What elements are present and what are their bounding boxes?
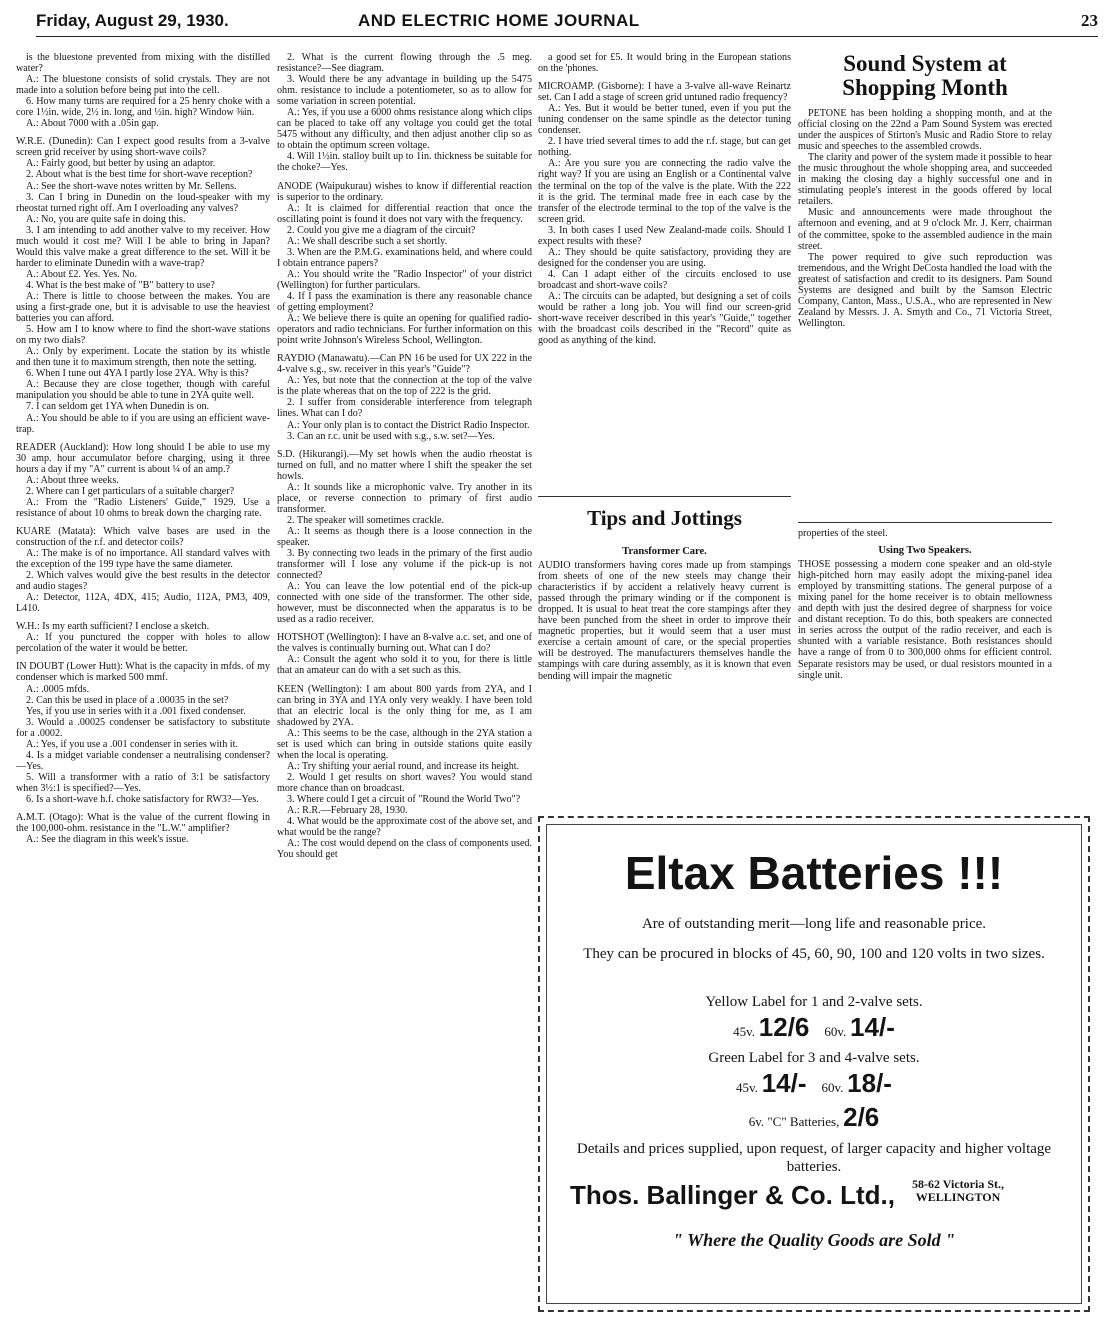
qa-paragraph: A.: It seems as though there is a loose connection in the speaker.: [277, 525, 532, 548]
qa-paragraph: A.: From the "Radio Listeners' Guide," 1929. Use a resistance of about 10 ohms to break down the charging rate.: [16, 496, 270, 519]
qa-paragraph: 3. I am intending to add another valve to my receiver. How much would it cost me? Will I be able to bring in Japan? Would this valve make a great difference to the set. Will it be harder to eliminate Dunedin with a wave-trap?: [16, 224, 270, 269]
qa-paragraph: A.: You should write the "Radio Inspector" of your district (Wellington) for further particulars.: [277, 268, 532, 291]
price-voltage: 45v.: [733, 1024, 756, 1039]
qa-paragraph: A.: The bluestone consists of solid crystals. They are not made into a solution before being put into the cell.: [16, 74, 270, 97]
qa-paragraph: 4. What is the best make of "B" battery to use?: [26, 279, 215, 291]
question-heading: W.H.: Is my earth sufficient? I enclose a sketch.: [16, 621, 210, 633]
header-date: Friday, August 29, 1930.: [36, 11, 229, 30]
green-prices: [570, 1068, 1058, 1099]
qa-paragraph: a good set for £5. It would bring in the European stations on the 'phones.: [538, 52, 791, 75]
qa-paragraph: 4. Can I adapt either of the circuits enclosed to use broadcast and short-wave coils?: [538, 268, 791, 291]
company-name: Thos. Ballinger & Co. Ltd.,: [570, 1180, 895, 1210]
ad-title: Eltax Batteries !!!: [624, 847, 1004, 899]
qa-paragraph: A.: Yes, if you use a .001 condenser in series with it.: [26, 738, 238, 750]
qa-paragraph: 2. What is the current flowing through the .5 meg. resistance?—See diagram.: [277, 52, 532, 75]
price-voltage: 60v.: [821, 1080, 844, 1095]
question-heading: READER (Auckland): How long should I be able to use my 30 amp. hour accumulator before charging, using it three hours a day if my "A" current is about ¼ of an amp.?: [16, 441, 270, 475]
tips-article-continued: [798, 528, 1052, 808]
qa-paragraph: A.: Yes. But it would be better tuned, even if you put the tuning condenser on the same spindle as the detector tuning condenser.: [538, 103, 791, 137]
question-heading: A.M.T. (Otago): What is the value of the current flowing in the 100,000-ohm. resistance in the "L.W." amplifier?: [16, 812, 270, 835]
sound-system-paragraph: The power required to give such reproduction was tremendous, and the Wright DeCosta handled the load with the greatest of satisfaction and credit to its designers. Pam Sound Systems are designed and built by the Samson Electric Company, Canton, Mass., U.S.A., who are represented in New Zealand by Messrs. J. A. Smyth and Co., 71 Victoria Street, Wellington.: [798, 251, 1052, 329]
qa-paragraph: 3. Would there be any advantage in building up the 5475 ohm. resistance to include a potentiometer, so as to allow for some variation in screen potential.: [277, 74, 532, 108]
qa-paragraph: A.: The circuits can be adapted, but designing a set of coils would be rather a long job. You will find our screen-grid short-wave receiver described in this year's "Guide," together with the broadcast coils described in the "Record" quite as good as anything of the kind.: [538, 290, 791, 347]
qa-paragraph: 3. In both cases I used New Zealand-made coils. Should I expect results with these?: [538, 224, 791, 247]
qa-paragraph: A.: Detector, 112A, 4DX, 415; Audio, 112A, PM3, 409, L410.: [16, 592, 270, 615]
question-heading: KUARE (Matata): Which valve bases are used in the construction of the r.f. and detector coils?: [16, 525, 270, 548]
qa-paragraph: 2. Can this be used in place of a .00035 in the set?: [26, 694, 229, 706]
question-heading: HOTSHOT (Wellington): I have an 8-valve a.c. set, and one of the valves is continually burning out. What can I do?: [277, 632, 532, 655]
qa-paragraph: 4. What would be the approximate cost of the above set, and what would be the range?: [277, 816, 532, 839]
page-header: [36, 10, 1098, 37]
tips-title: Tips and Jottings: [587, 506, 742, 530]
qa-paragraph: 3. Would a .00025 condenser be satisfactory to substitute for a .0002.: [16, 716, 270, 739]
qa-paragraph: A.: It is claimed for differential reaction that once the oscillating point is found it does not vary with the frequency.: [277, 202, 532, 225]
address-city: WELLINGTON: [915, 1190, 1001, 1204]
qa-paragraph: 2. I have tried several times to add the r.f. stage, but can get nothing.: [538, 136, 791, 159]
qa-column-1: [16, 52, 270, 1322]
ad-details: Details and prices supplied, upon request, of larger capacity and higher voltage batteries.: [576, 1141, 1052, 1175]
qa-paragraph: 3. Can I bring in Dunedin on the loud-speaker with my rheostat turned right off. Am I overloading any valves?: [16, 191, 270, 214]
price-value: 14/-: [850, 1012, 895, 1042]
price-value: 18/-: [847, 1068, 892, 1098]
qa-paragraph: 2. Could you give me a diagram of the circuit?: [287, 224, 476, 236]
qa-paragraph: A.: You can leave the low potential end of the pick-up connected with one side of the transformer. The other side, however, must be disconnected when the apparatus is to be used as a radio receiver.: [277, 581, 532, 626]
qa-paragraph: 6. How many turns are required for a 25 henry choke with a core 1½in. wide, 2½ in. long, and ½in. high? Window ⅜in.: [16, 96, 270, 119]
price-value: 12/6: [758, 1012, 810, 1042]
price-value: 14/-: [761, 1068, 807, 1098]
price-voltage: 45v.: [736, 1080, 758, 1095]
ad-sizes-text: They can be procured in blocks of 45, 60, 90, 100 and 120 volts in two sizes.: [583, 946, 1045, 962]
transformer-care-continued: properties of the steel.: [798, 528, 888, 539]
transformer-care-text: AUDIO transformers having cores made up from stampings from sheets of one of the new steels may change their characteristics if by accident a relatively heavy current is passed through the primary winding or if the component is dropped. It is usual to heat treat the core stampings after they have been punched from the sheet in order to improve their magnetic properties, but it would seem that a user must exercise a certain amount of care, or the special properties will be destroyed. The manufacturers themselves handle the stampings with care during assembly, as it is known that even bending will impair the magnetic: [538, 560, 791, 682]
qa-paragraph: A.: Only by experiment. Locate the station by its whistle and then tune it to maximum strength, then note the setting.: [16, 346, 270, 369]
eltax-advertisement: [538, 816, 1090, 1312]
qa-paragraph: A.: Consult the agent who sold it to you, for there is little that an amateur can do with a set such as this.: [277, 654, 532, 677]
qa-paragraph: A.: About 7000 with a .05in gap.: [26, 118, 159, 130]
green-label-text: Green Label for 3 and 4-valve sets.: [708, 1050, 920, 1066]
divider: [538, 496, 791, 497]
question-heading: W.R.E. (Dunedin): Can I expect good results from a 3-valve screen grid receiver by using short-wave coils?: [16, 136, 270, 159]
qa-paragraph: A.: See the short-wave notes written by Mr. Sellens.: [26, 180, 237, 192]
ad-tagline-merit: Are of outstanding merit—long life and reasonable price.: [641, 916, 987, 932]
question-heading: ANODE (Waipukurau) wishes to know if differential reaction is superior to the ordinary.: [277, 180, 532, 203]
qa-column-3: [538, 52, 791, 492]
two-speakers-text: THOSE possessing a modern cone speaker and an old-style high-pitched horn may easily adopt the mixing-panel idea employed by transmitting stations. The general purpose of a mixing panel for the home receiver is to obtain mellowness and depth with just the desired degree of sharpness for voice and distant reception. To do this, both speakers are connected in series across the output of the radio receiver, and each is shunted with a variable resistance. Both resistances should have a range of from 0 to 300,000 ohms for efficient control. Separate resistors may be used, or dual resistors mounted in a single unit.: [798, 559, 1052, 681]
sound-system-article: [798, 52, 1052, 497]
address-street: 58-62 Victoria St.,: [912, 1177, 1004, 1191]
question-heading: S.D. (Hikurangi).—My set howls when the audio rheostat is turned on full, and no matter where I shift the speaker the set howls.: [277, 448, 532, 482]
c-battery-price: [570, 1102, 1058, 1133]
sound-system-title: Sound System at Shopping Month: [842, 52, 1008, 100]
qa-paragraph: A.: Yes, but note that the connection at the top of the valve is the plate whereas that on the top of 222 is the grid.: [277, 375, 532, 398]
qa-paragraph: 5. How am I to know where to find the short-wave stations on my two dials?: [16, 324, 270, 347]
qa-paragraph: A.: No, you are quite safe in doing this.: [26, 213, 186, 225]
sound-system-body: [798, 108, 1052, 329]
qa-paragraph: 3. Can an r.c. unit be used with s.g., s.w. set?—Yes.: [287, 430, 495, 442]
qa-paragraph: 2. Would I get results on short waves? You would stand more chance than on broadcast.: [277, 771, 532, 794]
question-heading: IN DOUBT (Lower Hutt): What is the capacity in mfds. of my condenser which is marked 500 mmf.: [16, 661, 270, 684]
page-number: 23: [1081, 11, 1098, 30]
sound-system-paragraph: Music and announcements were made throughout the afternoon and evening, and at 9 o'clock Mr. J. Kerr, chairman of the committee, spoke to the assembled audience in the main street.: [798, 207, 1052, 252]
qa-paragraph: 5. Will a transformer with a ratio of 3:1 be satisfactory when 3½:1 is specified?—Yes.: [16, 771, 270, 794]
qa-paragraph: A.: We shall describe such a set shortly.: [287, 235, 448, 247]
qa-paragraph: 2. Where can I get particulars of a suitable charger?: [26, 485, 235, 497]
qa-paragraph: 4. Will 1½in. stalloy built up to 1in. thickness be suitable for the choke?—Yes.: [277, 151, 532, 174]
qa-paragraph: A.: Try shifting your aerial round, and increase its height.: [287, 760, 520, 772]
qa-paragraph: Yes, if you use in series with it a .001 fixed condenser.: [26, 705, 246, 717]
qa-paragraph: 2. About what is the best time for short-wave reception?: [26, 169, 253, 181]
header-title: AND ELECTRIC HOME JOURNAL: [358, 11, 640, 30]
qa-paragraph: A.: They should be quite satisfactory, providing they are designed for the condenser you are using.: [538, 246, 791, 269]
question-heading: MICROAMP. (Gisborne): I have a 3-valve all-wave Reinartz set. Can I add a stage of screen grid untuned radio frequency?: [538, 81, 791, 104]
qa-paragraph: 4. If I pass the examination is there any reasonable chance of getting employment?: [277, 290, 532, 314]
qa-paragraph: 2. I suffer from considerable interference from telegraph lines. What can I do?: [277, 397, 532, 420]
qa-paragraph: 3. Where could I get a circuit of "Round the World Two"?: [287, 794, 521, 805]
qa-paragraph: 2. Which valves would give the best results in the detector and audio stages?: [16, 570, 270, 593]
sound-system-paragraph: PETONE has been holding a shopping month, and at the official closing on the 22nd a Pam Sound System was erected under the auspices of Stirton's Music and Radio Store to relay music and speeches to the assembled crowds.: [798, 108, 1052, 153]
qa-paragraph: 4. Is a midget variable condenser a neutralising condenser?—Yes.: [16, 749, 270, 772]
qa-paragraph: A.: Fairly good, but better by using an adaptor.: [26, 158, 216, 170]
qa-paragraph: A.: Are you sure you are connecting the radio valve the right way? If you are using an English or a Continental valve the terminal on the top of the valve is the plate. With the 222 it is the grid. The terminal made free in each case by the transfer of the electrode terminal to the top of the valve is the screen grid.: [538, 158, 791, 225]
qa-paragraph: 6. Is a short-wave h.f. choke satisfactory for RW3?—Yes.: [26, 794, 259, 805]
question-heading: KEEN (Wellington): I am about 800 yards from 2YA, and I can bring in 3YA and 1YA only very weakly. I have been told that an electric local is the only thing for me, as I am shadowed by 2YA.: [277, 683, 532, 728]
qa-paragraph: A.: The make is of no importance. All standard valves with the exception of the 199 type have the same diameter.: [16, 548, 270, 571]
question-heading: RAYDIO (Manawatu).—Can PN 16 be used for UX 222 in the 4-valve s.g., sw. receiver in this year's "Guide"?: [277, 353, 532, 376]
transformer-care-heading: Transformer Care.: [622, 546, 707, 557]
qa-paragraph: A.: Yes, if you use a 6000 ohms resistance along which clips can be placed to take off any voltage you could get the total 5475 without any difficulty, and then adjust another clip so as to obtain the optimum screen voltage.: [277, 107, 532, 152]
company-address: [912, 1178, 1004, 1204]
qa-paragraph: A.: .0005 mfds.: [26, 683, 90, 695]
qa-paragraph: A.: Your only plan is to contact the District Radio Inspector.: [287, 419, 530, 431]
qa-paragraph: A.: Because they are close together, though with careful manipulation you should be able to tune in 2YA quite well.: [16, 379, 270, 402]
two-speakers-heading: Using Two Speakers.: [878, 545, 972, 557]
qa-paragraph: A.: It sounds like a microphonic valve. Try another in its place, or reverse connection to primary of first audio transformer.: [277, 481, 532, 515]
price-value: 2/6: [843, 1102, 880, 1132]
ad-slogan: " Where the Quality Goods are Sold ": [672, 1230, 956, 1250]
c-battery-label: 6v. "C" Batteries,: [748, 1114, 840, 1129]
qa-paragraph: A.: About £2. Yes. Yes. No.: [26, 268, 138, 280]
price-voltage: 60v.: [824, 1024, 847, 1039]
qa-paragraph: A.: The cost would depend on the class of components used. You should get: [277, 838, 532, 861]
qa-paragraph: A.: R.R.—February 28, 1930.: [287, 805, 408, 817]
qa-paragraph: 7. I can seldom get 1YA when Dunedin is on.: [26, 401, 210, 413]
divider: [798, 522, 1052, 523]
qa-paragraph: 2. The speaker will sometimes crackle.: [287, 514, 445, 526]
qa-paragraph: A.: See the diagram in this week's issue.: [26, 834, 189, 846]
qa-paragraph: A.: You should be able to if you are using an efficient wave-trap.: [16, 412, 270, 435]
yellow-label-text: Yellow Label for 1 and 2-valve sets.: [705, 994, 923, 1010]
qa-paragraph: 3. By connecting two leads in the primary of the first audio transformer will I lose any volume if the pick-up is not connected?: [277, 548, 532, 582]
qa-paragraph: A.: We believe there is quite an opening for qualified radio-operators and radio technicians. For further information on this point write Johnson's Wireless School, Wellington.: [277, 313, 532, 347]
qa-paragraph: A.: About three weeks.: [26, 474, 119, 486]
qa-paragraph: A.: There is little to choose between the makes. You are using a first-grade one, but it is advisable to use the heaviest batteries you can afford.: [16, 290, 270, 325]
qa-paragraph: A.: This seems to be the case, although in the 2YA station a set is used which can bring in outside stations quite easily when the local is operating.: [277, 727, 532, 761]
qa-column-2: [277, 52, 532, 1322]
qa-paragraph: A.: If you punctured the copper with holes to allow percolation of the water it would be better.: [16, 632, 270, 655]
qa-paragraph: is the bluestone prevented from mixing with the distilled water?: [16, 52, 270, 75]
sound-system-paragraph: The clarity and power of the system made it possible to hear the music throughout the whole shopping area, and succeeded in making the closing day a highly successful one and in stimulating people's interest in the goods offered by local retailers.: [798, 152, 1052, 208]
yellow-prices: [570, 1012, 1058, 1043]
tips-article: [538, 540, 791, 840]
qa-paragraph: 3. When are the P.M.G. examinations held, and where could I obtain entrance papers?: [277, 246, 532, 269]
qa-paragraph: 6. When I tune out 4YA I partly lose 2YA. Why is this?: [26, 368, 249, 380]
